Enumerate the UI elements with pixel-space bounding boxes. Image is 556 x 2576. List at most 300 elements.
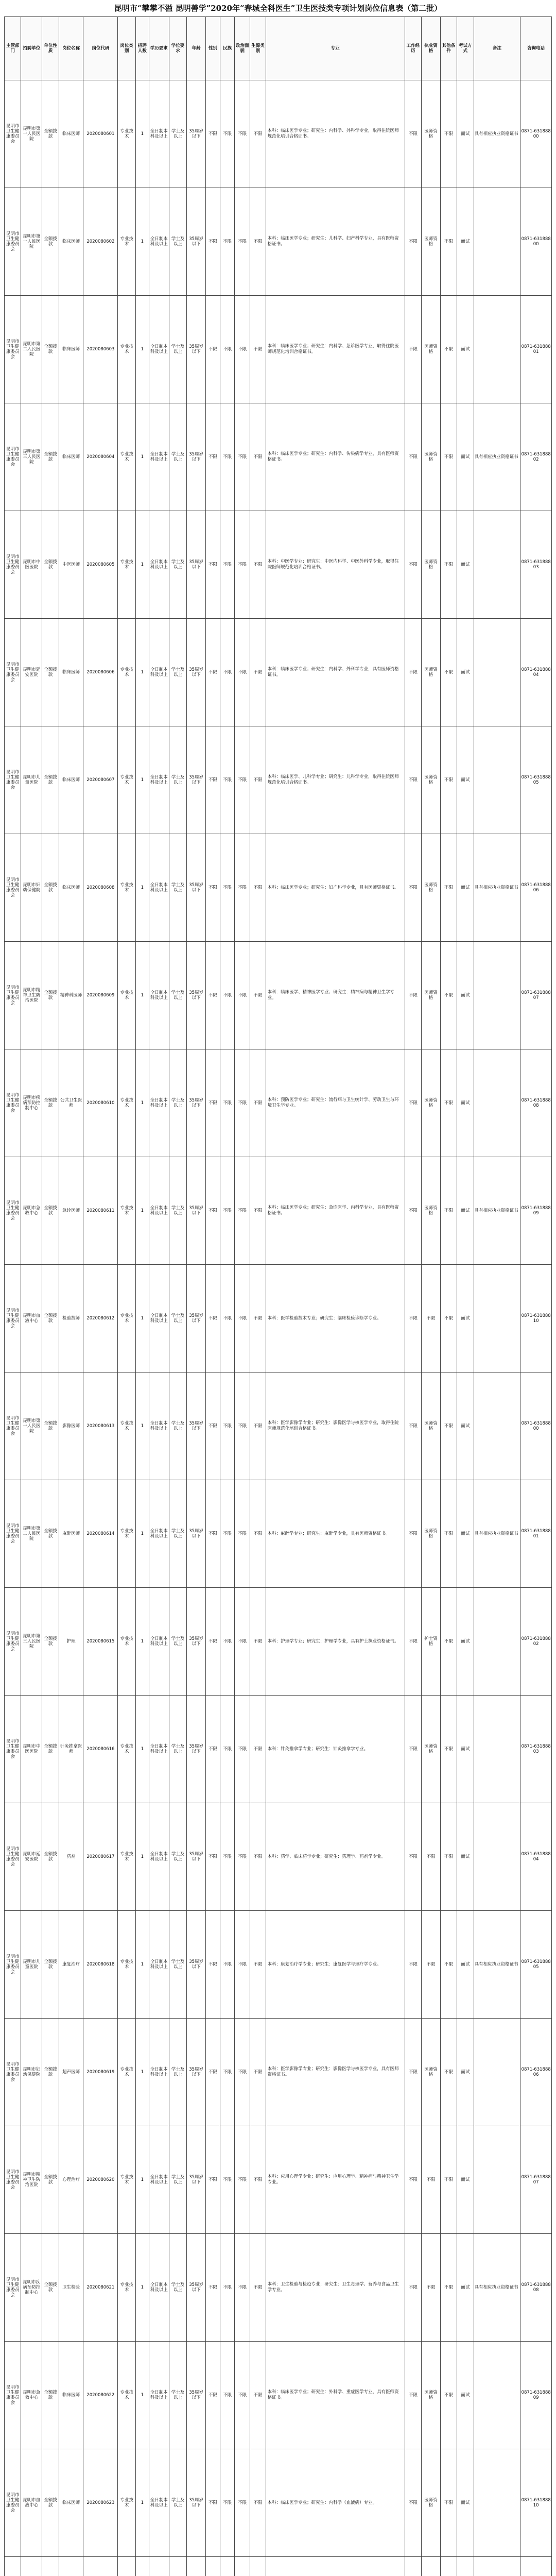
age-cell: 35周岁以下 — [187, 1157, 206, 1265]
post-code-cell: 2020080612 — [83, 1265, 118, 1372]
post-name-cell: 卫生检验 — [59, 2234, 83, 2342]
phone-cell: 0871-63188800 — [520, 1372, 552, 1480]
table-row — [5, 2557, 552, 2576]
certificate-cell: 医师资格 — [422, 296, 441, 403]
phone-cell: 0871-63188801 — [520, 1480, 552, 1588]
major-cell: 本科：康复治疗学专业；研究生：康复医学与理疗学专业。 — [266, 1911, 405, 2019]
other-cell: 不限 — [440, 1157, 457, 1265]
certificate-cell: 医师资格 — [422, 511, 441, 619]
table-row — [5, 834, 552, 942]
unit-cell: 昆明市精神卫生防治医院 — [21, 2126, 42, 2234]
department-cell: 昆明市卫生健康委员会 — [5, 942, 21, 1049]
degree-cell: 学士及以上 — [169, 296, 187, 403]
gender-cell — [206, 2557, 220, 2576]
nature-cell: 全额拨款 — [42, 1049, 59, 1157]
certificate-cell: 不限 — [422, 2126, 441, 2234]
political-cell: 不限 — [235, 1696, 250, 1803]
department-cell: 昆明市卫生健康委员会 — [5, 2126, 21, 2234]
other-cell: 不限 — [440, 511, 457, 619]
post-name-cell: 急诊医师 — [59, 1157, 83, 1265]
unit-cell: 昆明市延安医院 — [21, 1803, 42, 1911]
nature-cell: 全额拨款 — [42, 942, 59, 1049]
gender-cell: 不限 — [206, 726, 220, 834]
degree-cell: 学士及以上 — [169, 1696, 187, 1803]
exam-cell: 面试 — [457, 403, 474, 511]
certificate-cell: 不限 — [422, 1803, 441, 1911]
header-cell: 性别 — [206, 17, 220, 80]
count-cell: 1 — [135, 2234, 149, 2342]
post-name-cell: 麻醉医师 — [59, 1480, 83, 1588]
department-cell: 昆明市卫生健康委员会 — [5, 1265, 21, 1372]
unit-cell: 昆明市疾病预防控制中心 — [21, 2234, 42, 2342]
post-type-cell: 专业技术 — [118, 1911, 136, 2019]
experience-cell: 不限 — [405, 942, 421, 1049]
education-cell: 全日制本科及以上 — [149, 1480, 169, 1588]
age-cell: 35周岁以下 — [187, 403, 206, 511]
education-cell: 全日制本科及以上 — [149, 80, 169, 188]
certificate-cell: 医师资格 — [422, 1696, 441, 1803]
count-cell: 1 — [135, 1911, 149, 2019]
nature-cell: 全额拨款 — [42, 2126, 59, 2234]
post-name-cell: 临床医师 — [59, 2342, 83, 2449]
table-row — [5, 1049, 552, 1157]
exam-cell: 面试 — [457, 942, 474, 1049]
unit-cell: 昆明市第一人民医院 — [21, 80, 42, 188]
exam-cell: 面试 — [457, 1911, 474, 2019]
degree-cell: 学士及以上 — [169, 511, 187, 619]
post-type-cell: 专业技术 — [118, 1588, 136, 1696]
phone-cell: 0871-63188800 — [520, 80, 552, 188]
ethnicity-cell: 不限 — [220, 1588, 235, 1696]
major-cell: 本科：医学影像学专业；研究生：影像医学与核医学专业，取得住院医师规范化培训合格证书。 — [266, 1372, 405, 1480]
count-cell: 1 — [135, 726, 149, 834]
major-cell: 本科：临床医学专业；研究生：内科学、传染病学专业，具有医师资格证书。 — [266, 403, 405, 511]
post-type-cell: 专业技术 — [118, 942, 136, 1049]
education-cell: 全日制本科及以上 — [149, 188, 169, 296]
remark-cell: 具有相应执业资格证书 — [474, 403, 520, 511]
ethnicity-cell: 不限 — [220, 2019, 235, 2126]
source-cell: 不限 — [250, 1696, 266, 1803]
ethnicity-cell: 不限 — [220, 1157, 235, 1265]
ethnicity-cell: 不限 — [220, 1265, 235, 1372]
count-cell: 1 — [135, 1696, 149, 1803]
age-cell: 35周岁以下 — [187, 2234, 206, 2342]
age-cell: 35周岁以下 — [187, 619, 206, 726]
table-row — [5, 619, 552, 726]
post-code-cell: 2020080606 — [83, 619, 118, 726]
count-cell: 1 — [135, 2449, 149, 2557]
political-cell: 不限 — [235, 188, 250, 296]
department-cell: 昆明市卫生健康委员会 — [5, 1049, 21, 1157]
post-type-cell: 专业技术 — [118, 1803, 136, 1911]
phone-cell: 0871-63188806 — [520, 834, 552, 942]
table-row — [5, 80, 552, 188]
certificate-cell: 医师资格 — [422, 619, 441, 726]
certificate-cell: 不限 — [422, 1911, 441, 2019]
department-cell: 昆明市卫生健康委员会 — [5, 1803, 21, 1911]
experience-cell: 不限 — [405, 726, 421, 834]
experience-cell: 不限 — [405, 80, 421, 188]
post-type-cell: 专业技术 — [118, 2342, 136, 2449]
department-cell: 昆明市卫生健康委员会 — [5, 2342, 21, 2449]
major-cell: 本科：针灸推拿学专业；研究生：针灸推拿学专业。 — [266, 1696, 405, 1803]
exam-cell — [457, 2557, 474, 2576]
other-cell: 不限 — [440, 1911, 457, 2019]
gender-cell: 不限 — [206, 2019, 220, 2126]
experience-cell: 不限 — [405, 511, 421, 619]
gender-cell: 不限 — [206, 296, 220, 403]
department-cell: 昆明市卫生健康委员会 — [5, 1588, 21, 1696]
post-type-cell: 专业技术 — [118, 511, 136, 619]
post-type-cell: 专业技术 — [118, 188, 136, 296]
post-code-cell: 2020080608 — [83, 834, 118, 942]
major-cell: 本科：医学检验技术专业；研究生：临床检验诊断学专业。 — [266, 1265, 405, 1372]
major-cell: 本科：临床医学专业；研究生：急诊医学、内科学专业，具有医师资格证书。 — [266, 1157, 405, 1265]
header-cell: 学位要求 — [169, 17, 187, 80]
certificate-cell: 护士资格 — [422, 1588, 441, 1696]
post-type-cell: 专业技术 — [118, 2019, 136, 2126]
table-row — [5, 403, 552, 511]
source-cell: 不限 — [250, 188, 266, 296]
post-code-cell: 2020080603 — [83, 296, 118, 403]
degree-cell: 学士及以上 — [169, 726, 187, 834]
education-cell: 全日制本科及以上 — [149, 511, 169, 619]
gender-cell: 不限 — [206, 1157, 220, 1265]
certificate-cell: 医师资格 — [422, 403, 441, 511]
count-cell — [135, 2557, 149, 2576]
ethnicity-cell: 不限 — [220, 942, 235, 1049]
phone-cell: 0871-63188803 — [520, 511, 552, 619]
other-cell: 不限 — [440, 2342, 457, 2449]
major-cell: 本科：预防医学专业；研究生：流行病与卫生统计学、劳动卫生与环境卫生学专业。 — [266, 1049, 405, 1157]
age-cell: 35周岁以下 — [187, 80, 206, 188]
other-cell: 不限 — [440, 2234, 457, 2342]
ethnicity-cell: 不限 — [220, 188, 235, 296]
certificate-cell: 医师资格 — [422, 1372, 441, 1480]
degree-cell: 学士及以上 — [169, 1265, 187, 1372]
phone-cell: 0871-63188805 — [520, 1911, 552, 2019]
age-cell: 35周岁以下 — [187, 2019, 206, 2126]
degree-cell: 学士及以上 — [169, 403, 187, 511]
remark-cell — [474, 1265, 520, 1372]
education-cell: 全日制本科及以上 — [149, 726, 169, 834]
major-cell: 本科：麻醉学专业；研究生：麻醉学专业，具有医师资格证书。 — [266, 1480, 405, 1588]
post-type-cell: 专业技术 — [118, 726, 136, 834]
remark-cell: 具有相应执业资格证书 — [474, 1911, 520, 2019]
count-cell: 1 — [135, 1480, 149, 1588]
source-cell: 不限 — [250, 2449, 266, 2557]
phone-cell: 0871-63188806 — [520, 2019, 552, 2126]
degree-cell: 学士及以上 — [169, 2126, 187, 2234]
header-cell: 专业 — [266, 17, 405, 80]
political-cell: 不限 — [235, 80, 250, 188]
gender-cell: 不限 — [206, 834, 220, 942]
remark-cell: 具有相应执业资格证书 — [474, 1157, 520, 1265]
certificate-cell: 医师资格 — [422, 2019, 441, 2126]
post-name-cell: 临床医师 — [59, 296, 83, 403]
unit-cell: 昆明市第二人民医院 — [21, 1480, 42, 1588]
header-cell: 岗位类别 — [118, 17, 136, 80]
post-name-cell: 康复治疗 — [59, 1911, 83, 2019]
unit-cell: 昆明市妇幼保健院 — [21, 2019, 42, 2126]
source-cell: 不限 — [250, 1588, 266, 1696]
major-cell: 本科：临床医学专业；研究生：内科学、急诊医学专业，取得住院医师规范化培训合格证书。 — [266, 296, 405, 403]
count-cell: 1 — [135, 1157, 149, 1265]
unit-cell: 昆明市延安医院 — [21, 619, 42, 726]
post-name-cell: 公共卫生医师 — [59, 1049, 83, 1157]
ethnicity-cell: 不限 — [220, 403, 235, 511]
post-code-cell: 2020080613 — [83, 1372, 118, 1480]
political-cell: 不限 — [235, 403, 250, 511]
political-cell: 不限 — [235, 619, 250, 726]
other-cell: 不限 — [440, 188, 457, 296]
post-name-cell: 心理治疗 — [59, 2126, 83, 2234]
certificate-cell: 医师资格 — [422, 1049, 441, 1157]
degree-cell: 学士及以上 — [169, 1588, 187, 1696]
count-cell: 1 — [135, 403, 149, 511]
certificate-cell: 医师资格 — [422, 2449, 441, 2557]
nature-cell: 全额拨款 — [42, 1480, 59, 1588]
other-cell: 不限 — [440, 2449, 457, 2557]
other-cell: 不限 — [440, 403, 457, 511]
ethnicity-cell — [220, 2557, 235, 2576]
exam-cell: 面试 — [457, 1372, 474, 1480]
table-row — [5, 1803, 552, 1911]
source-cell: 不限 — [250, 2019, 266, 2126]
major-cell: 本科：应用心理学专业；研究生：应用心理学、精神病与精神卫生学专业。 — [266, 2126, 405, 2234]
table-body — [5, 80, 552, 2576]
ethnicity-cell: 不限 — [220, 2342, 235, 2449]
remark-cell — [474, 2126, 520, 2234]
remark-cell — [474, 619, 520, 726]
major-cell: 本科：临床医学专业；研究生：外科学、重症医学专业，具有医师资格证书。 — [266, 2342, 405, 2449]
gender-cell: 不限 — [206, 80, 220, 188]
experience-cell: 不限 — [405, 2449, 421, 2557]
post-type-cell — [118, 2557, 136, 2576]
certificate-cell: 不限 — [422, 2234, 441, 2342]
remark-cell — [474, 1049, 520, 1157]
table-row — [5, 2342, 552, 2449]
count-cell: 1 — [135, 834, 149, 942]
count-cell: 1 — [135, 1049, 149, 1157]
table-row — [5, 1911, 552, 2019]
experience-cell: 不限 — [405, 1372, 421, 1480]
other-cell: 不限 — [440, 1803, 457, 1911]
education-cell: 全日制本科及以上 — [149, 1588, 169, 1696]
political-cell: 不限 — [235, 1911, 250, 2019]
other-cell — [440, 2557, 457, 2576]
table-row — [5, 2126, 552, 2234]
other-cell: 不限 — [440, 1588, 457, 1696]
table-row — [5, 2234, 552, 2342]
education-cell: 全日制本科及以上 — [149, 619, 169, 726]
post-type-cell: 专业技术 — [118, 1696, 136, 1803]
source-cell: 不限 — [250, 511, 266, 619]
phone-cell: 0871-63188807 — [520, 942, 552, 1049]
source-cell: 不限 — [250, 1049, 266, 1157]
header-cell: 岗位代码 — [83, 17, 118, 80]
source-cell: 不限 — [250, 726, 266, 834]
other-cell: 不限 — [440, 1265, 457, 1372]
header-cell: 主管部门 — [5, 17, 21, 80]
department-cell: 昆明市卫生健康委员会 — [5, 296, 21, 403]
header-cell: 政治面貌 — [235, 17, 250, 80]
post-name-cell: 临床医师 — [59, 834, 83, 942]
ethnicity-cell: 不限 — [220, 2126, 235, 2234]
table-row — [5, 726, 552, 834]
table-row — [5, 188, 552, 296]
nature-cell: 全额拨款 — [42, 1372, 59, 1480]
post-code-cell: 2020080617 — [83, 1803, 118, 1911]
experience-cell: 不限 — [405, 403, 421, 511]
ethnicity-cell: 不限 — [220, 1480, 235, 1588]
post-code-cell: 2020080619 — [83, 2019, 118, 2126]
post-type-cell: 专业技术 — [118, 2234, 136, 2342]
gender-cell: 不限 — [206, 619, 220, 726]
exam-cell: 面试 — [457, 188, 474, 296]
age-cell: 35周岁以下 — [187, 1480, 206, 1588]
nature-cell: 全额拨款 — [42, 403, 59, 511]
experience-cell: 不限 — [405, 1265, 421, 1372]
table-header-row — [5, 17, 552, 80]
count-cell: 1 — [135, 2342, 149, 2449]
degree-cell: 学士及以上 — [169, 2342, 187, 2449]
source-cell: 不限 — [250, 834, 266, 942]
age-cell: 35周岁以下 — [187, 1265, 206, 1372]
exam-cell: 面试 — [457, 80, 474, 188]
post-name-cell: 临床医师 — [59, 619, 83, 726]
education-cell: 全日制本科及以上 — [149, 1265, 169, 1372]
unit-cell: 昆明市中医医院 — [21, 1696, 42, 1803]
major-cell: 本科：临床医学、儿科学专业；研究生：儿科学专业，取得住院医师规范化培训合格证书。 — [266, 726, 405, 834]
post-type-cell: 专业技术 — [118, 834, 136, 942]
major-cell: 本科：药学、临床药学专业；研究生：药理学、药剂学专业。 — [266, 1803, 405, 1911]
education-cell: 全日制本科及以上 — [149, 1049, 169, 1157]
age-cell: 35周岁以下 — [187, 296, 206, 403]
political-cell: 不限 — [235, 2019, 250, 2126]
phone-cell: 0871-63188803 — [520, 1696, 552, 1803]
nature-cell — [42, 2557, 59, 2576]
age-cell: 35周岁以下 — [187, 726, 206, 834]
remark-cell — [474, 511, 520, 619]
exam-cell: 面试 — [457, 1049, 474, 1157]
exam-cell: 面试 — [457, 619, 474, 726]
gender-cell: 不限 — [206, 511, 220, 619]
age-cell: 35周岁以下 — [187, 188, 206, 296]
experience-cell: 不限 — [405, 1803, 421, 1911]
department-cell: 昆明市卫生健康委员会 — [5, 2449, 21, 2557]
count-cell: 1 — [135, 1372, 149, 1480]
experience-cell: 不限 — [405, 619, 421, 726]
certificate-cell: 医师资格 — [422, 1480, 441, 1588]
department-cell: 昆明市卫生健康委员会 — [5, 80, 21, 188]
ethnicity-cell: 不限 — [220, 511, 235, 619]
degree-cell: 学士及以上 — [169, 1157, 187, 1265]
ethnicity-cell: 不限 — [220, 1372, 235, 1480]
phone-cell: 0871-63188808 — [520, 1049, 552, 1157]
table-row — [5, 511, 552, 619]
ethnicity-cell: 不限 — [220, 80, 235, 188]
phone-cell — [520, 2557, 552, 2576]
age-cell: 35周岁以下 — [187, 1911, 206, 2019]
degree-cell: 学士及以上 — [169, 1372, 187, 1480]
source-cell: 不限 — [250, 942, 266, 1049]
post-name-cell: 影像医师 — [59, 1372, 83, 1480]
table-row — [5, 1372, 552, 1480]
header-cell: 其他条件 — [440, 17, 457, 80]
remark-cell — [474, 1588, 520, 1696]
exam-cell: 面试 — [457, 2126, 474, 2234]
document-title: 昆明市“攀攀不溢 昆明善学”2020年“春城全科医生”卫生医技类专项计划岗位信息表（第二批） — [114, 4, 442, 13]
header-cell: 民族 — [220, 17, 235, 80]
source-cell: 不限 — [250, 1157, 266, 1265]
political-cell: 不限 — [235, 2342, 250, 2449]
education-cell: 全日制本科及以上 — [149, 2019, 169, 2126]
source-cell: 不限 — [250, 1911, 266, 2019]
ethnicity-cell: 不限 — [220, 834, 235, 942]
other-cell: 不限 — [440, 942, 457, 1049]
unit-cell: 昆明市精神卫生防治医院 — [21, 942, 42, 1049]
remark-cell — [474, 726, 520, 834]
major-cell: 本科：医学影像学专业；研究生：影像医学与核医学专业，具有医师资格证书。 — [266, 2019, 405, 2126]
phone-cell: 0871-63188804 — [520, 1803, 552, 1911]
gender-cell: 不限 — [206, 2126, 220, 2234]
education-cell: 全日制本科及以上 — [149, 1372, 169, 1480]
post-type-cell: 专业技术 — [118, 296, 136, 403]
exam-cell: 面试 — [457, 1588, 474, 1696]
phone-cell: 0871-63188807 — [520, 2126, 552, 2234]
department-cell: 昆明市卫生健康委员会 — [5, 511, 21, 619]
political-cell: 不限 — [235, 2234, 250, 2342]
table-row — [5, 2449, 552, 2557]
header-cell: 工作经历 — [405, 17, 421, 80]
unit-cell: 昆明市中医医院 — [21, 511, 42, 619]
department-cell: 昆明市卫生健康委员会 — [5, 1480, 21, 1588]
nature-cell: 全额拨款 — [42, 1588, 59, 1696]
post-name-cell: 针灸推拿医师 — [59, 1696, 83, 1803]
major-cell: 本科：临床医学专业；研究生：儿科学、妇产科学专业，具有医师资格证书。 — [266, 188, 405, 296]
degree-cell: 学士及以上 — [169, 619, 187, 726]
count-cell: 1 — [135, 511, 149, 619]
nature-cell: 全额拨款 — [42, 188, 59, 296]
unit-cell: 昆明市妇幼保健院 — [21, 834, 42, 942]
degree-cell: 学士及以上 — [169, 1911, 187, 2019]
nature-cell: 全额拨款 — [42, 80, 59, 188]
gender-cell: 不限 — [206, 2449, 220, 2557]
exam-cell: 面试 — [457, 1157, 474, 1265]
political-cell: 不限 — [235, 1372, 250, 1480]
certificate-cell: 医师资格 — [422, 188, 441, 296]
age-cell: 35周岁以下 — [187, 2449, 206, 2557]
nature-cell: 全额拨款 — [42, 2019, 59, 2126]
source-cell: 不限 — [250, 2234, 266, 2342]
exam-cell: 面试 — [457, 2234, 474, 2342]
header-cell: 咨询电话 — [520, 17, 552, 80]
post-name-cell: 检验技师 — [59, 1265, 83, 1372]
nature-cell: 全额拨款 — [42, 834, 59, 942]
department-cell: 昆明市卫生健康委员会 — [5, 726, 21, 834]
exam-cell: 面试 — [457, 1480, 474, 1588]
major-cell: 本科：中医学专业；研究生：中医内科学、中医外科学专业，取得住院医师规范化培训合格证书。 — [266, 511, 405, 619]
remark-cell — [474, 296, 520, 403]
ethnicity-cell: 不限 — [220, 2449, 235, 2557]
table-row — [5, 1588, 552, 1696]
table-row — [5, 1265, 552, 1372]
nature-cell: 全额拨款 — [42, 2234, 59, 2342]
post-type-cell: 专业技术 — [118, 1049, 136, 1157]
post-code-cell: 2020080601 — [83, 80, 118, 188]
source-cell: 不限 — [250, 1803, 266, 1911]
